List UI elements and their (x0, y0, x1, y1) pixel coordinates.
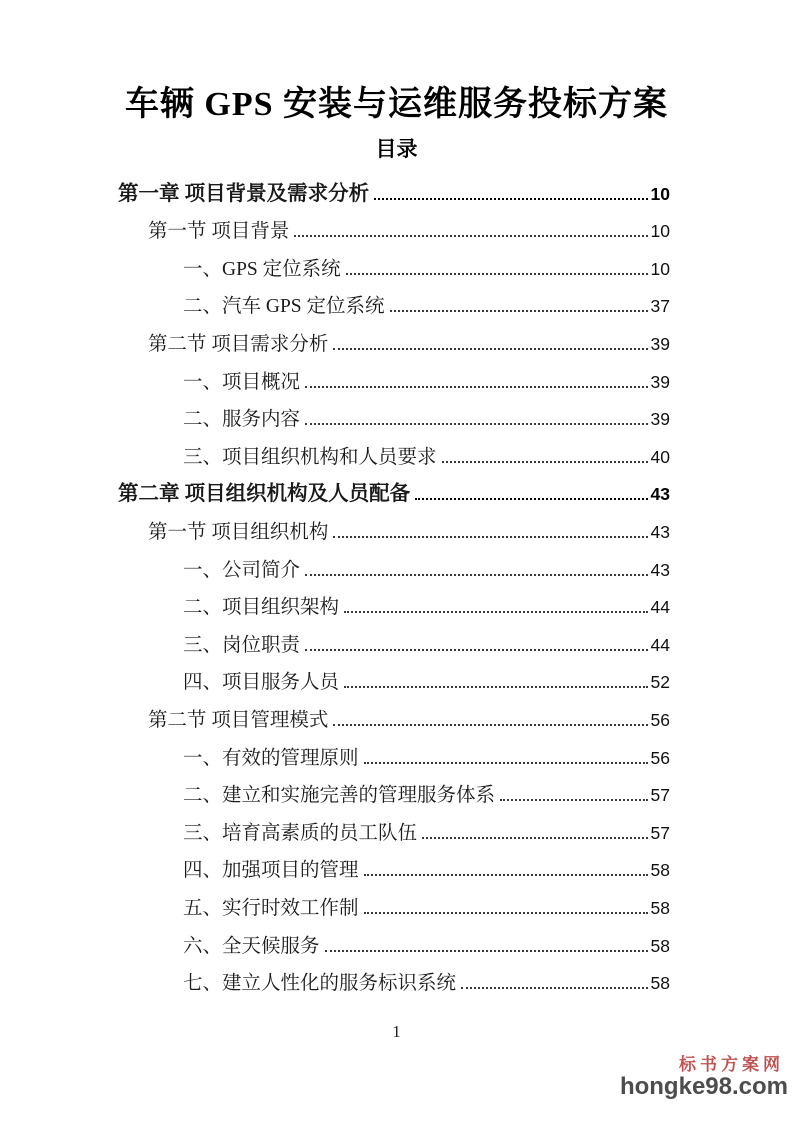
toc-entry-page: 57 (650, 785, 670, 806)
toc-dot-leader (364, 912, 648, 914)
toc-entry-page: 57 (650, 822, 670, 843)
toc-dot-leader (305, 574, 648, 576)
toc-entry[interactable] (118, 928, 670, 966)
toc-entry-page: 44 (650, 597, 670, 618)
toc-entry[interactable] (118, 702, 670, 740)
toc-entry[interactable] (118, 514, 670, 552)
toc-entry[interactable] (118, 589, 670, 627)
toc-entry[interactable] (118, 439, 670, 477)
watermark-site-name: 标书方案网 (679, 1055, 784, 1074)
toc-heading: 目录 (375, 136, 418, 161)
toc-entry-page: 52 (650, 672, 670, 693)
toc-entry[interactable] (118, 364, 670, 402)
toc-entry-label: 四、加强项目的管理 (183, 860, 359, 882)
toc-entry-label: 第一节 项目组织机构 (148, 522, 329, 544)
page-number: 1 (392, 1022, 401, 1041)
toc-entry-page: 58 (650, 973, 670, 994)
toc-entry-page: 58 (650, 897, 670, 918)
toc-entry-label: 第二章 项目组织机构及人员配备 (118, 483, 411, 506)
toc-entry-label: 二、建立和实施完善的管理服务体系 (183, 785, 496, 807)
toc-entry-label: 二、项目组织架构 (183, 597, 340, 619)
toc-entry[interactable] (118, 627, 670, 665)
toc-entry-page: 43 (650, 484, 670, 505)
toc-entry-label: 第一章 项目背景及需求分析 (118, 182, 370, 205)
toc-entry[interactable] (118, 740, 670, 778)
toc-entry-label: 一、GPS 定位系统 (183, 258, 341, 280)
toc-dot-leader (294, 235, 647, 237)
toc-entry-page: 56 (650, 747, 670, 768)
toc-entry-label: 第二节 项目管理模式 (148, 710, 329, 731)
toc-entry-page: 56 (650, 710, 670, 730)
toc-dot-leader (415, 498, 647, 500)
toc-entry[interactable] (118, 852, 670, 890)
watermark-site-url: hongke98.com (619, 1072, 788, 1100)
toc-entry-label: 五、实行时效工作制 (183, 897, 359, 919)
toc-entry-label: 一、项目概况 (183, 371, 301, 393)
toc-entry[interactable] (118, 664, 670, 702)
toc-entry-page: 44 (650, 634, 670, 655)
toc-entry[interactable] (118, 213, 670, 251)
toc-entry[interactable] (118, 476, 670, 514)
toc-entry-page: 10 (650, 221, 670, 242)
toc-entry-label: 四、项目服务人员 (183, 672, 340, 694)
toc-entry-page: 10 (650, 258, 670, 279)
toc-dot-leader (374, 198, 647, 200)
toc-dot-leader (422, 837, 648, 839)
toc-entry-label: 二、汽车 GPS 定位系统 (183, 296, 385, 318)
toc-entry-page: 40 (650, 446, 670, 467)
toc-entry[interactable] (118, 251, 670, 289)
toc-entry-label: 三、项目组织机构和人员要求 (183, 446, 437, 468)
toc-entry[interactable] (118, 288, 670, 326)
toc-dot-leader (364, 874, 648, 876)
toc-dot-leader (333, 348, 647, 350)
toc-dot-leader (442, 461, 648, 463)
toc-dot-leader (344, 686, 648, 688)
toc-entry-page: 10 (650, 183, 670, 204)
toc-entry-label: 二、服务内容 (183, 409, 301, 431)
toc-entry-page: 39 (650, 371, 670, 392)
toc-entry-page: 39 (650, 409, 670, 430)
toc-entry-label: 三、培育高素质的员工队伍 (183, 822, 418, 844)
toc-entry[interactable] (118, 890, 670, 928)
toc-entry-page: 58 (650, 935, 670, 956)
toc-entry[interactable] (118, 401, 670, 439)
toc-entry-label: 七、建立人性化的服务标识系统 (183, 973, 457, 995)
toc-entry-page: 58 (650, 860, 670, 881)
toc-entry[interactable] (118, 326, 670, 364)
toc-entry-label: 第二节 项目需求分析 (148, 334, 329, 356)
toc-entry[interactable] (118, 965, 670, 1003)
toc-entry-page: 39 (650, 334, 670, 355)
toc-dot-leader (364, 762, 648, 764)
toc-dot-leader (305, 649, 648, 651)
toc-entry[interactable] (118, 552, 670, 590)
toc-entry-label: 三、岗位职责 (183, 634, 301, 656)
toc-entry-label: 一、有效的管理原则 (183, 747, 359, 769)
watermark (620, 1056, 788, 1099)
toc-entry[interactable] (118, 777, 670, 815)
toc-entry[interactable] (118, 176, 670, 214)
toc-dot-leader (325, 950, 648, 952)
toc-dot-leader (344, 611, 648, 613)
toc-entry[interactable] (118, 815, 670, 853)
toc-dot-leader (333, 536, 647, 538)
toc-entry-page: 43 (650, 559, 670, 580)
toc-dot-leader (305, 423, 648, 425)
toc-entry-label: 第一节 项目背景 (148, 221, 290, 243)
table-of-contents (118, 176, 670, 1003)
toc-entry-page: 43 (650, 522, 670, 543)
toc-entry-page: 37 (650, 296, 670, 317)
toc-dot-leader (305, 386, 648, 388)
toc-dot-leader (500, 799, 648, 801)
toc-entry-label: 六、全天候服务 (183, 935, 320, 957)
toc-dot-leader (346, 273, 648, 275)
toc-dot-leader (461, 987, 648, 989)
toc-dot-leader (333, 724, 647, 726)
toc-dot-leader (390, 310, 648, 312)
toc-entry-label: 一、公司简介 (183, 559, 301, 581)
document-title: 车辆 GPS 安装与运维服务投标方案 (124, 86, 669, 123)
